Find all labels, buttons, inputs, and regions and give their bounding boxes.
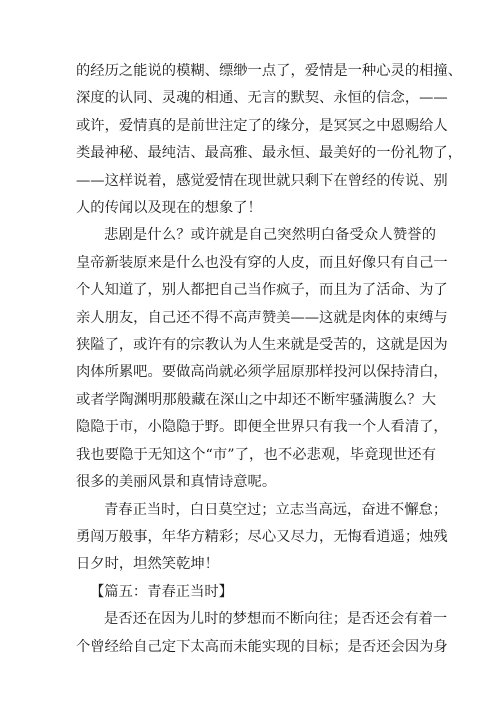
paragraph	[76, 222, 448, 496]
text-line: 隐隐于市，小隐隐于野。即便全世界只有我一个人看清了，	[76, 419, 448, 436]
text-line: 是否还在因为儿时的梦想而不断向往；是否还会有着一	[104, 611, 448, 628]
text-line: 【篇五：青春正当时】	[90, 583, 233, 600]
text-line: 日夕时，坦然笑乾坤！	[76, 556, 219, 573]
text-line: 很多的美丽风景和真情诗意呢。	[76, 474, 277, 491]
text-line: 狭隘了，或许有的宗教认为人生来就是受苦的，这就是因为	[76, 337, 448, 354]
section-heading	[76, 579, 436, 606]
text-line: 的经历之能说的模糊、缥缈一点了，爱情是一种心灵的相撞、	[76, 63, 463, 79]
text-line: 勇闯万般事，年华方精彩；尽心又尽力，无悔看逍遥；烛残	[76, 528, 448, 545]
text-line: 皇帝新装原来是什么也没有穿的人皮，而且好像只有自己一	[76, 254, 448, 271]
text-line: 亲人朋友，自己还不得不高声赞美——这就是肉体的束缚与	[76, 309, 448, 326]
text-line: 悲剧是什么？或许就是自己突然明白备受众人赞誉的	[104, 227, 436, 244]
text-line: ——这样说着，感觉爱情在现世就只剩下在曾经的传说、别	[76, 172, 448, 189]
text-line: 个曾经给自己定下太高而未能实现的目标；是否还会因为身	[76, 638, 448, 655]
text-line: 人的传闻以及现在的想象了！	[76, 200, 262, 217]
text-line: 或者学陶渊明那般藏在深山之中却还不断牢骚满腹么？大	[76, 391, 436, 408]
paragraph	[76, 606, 448, 661]
text-line: 青春正当时，白日莫空过；立志当高远，奋进不懈怠；	[104, 501, 448, 518]
paragraph	[76, 497, 448, 579]
text-line: 类最神秘、最纯洁、最高雅、最永恒、最美好的一份礼物了，	[76, 145, 463, 162]
text-line: 深度的认同、灵魂的相通、无言的默契、永恒的信念，——	[76, 90, 448, 107]
text-line: 个人知道了，别人都把自己当作疯子，而且为了活命、为了	[76, 282, 448, 299]
text-line: 或许，爱情真的是前世注定了的缘分，是冥冥之中恩赐给人	[76, 117, 448, 134]
document-body	[76, 58, 463, 661]
text-line: 我也要隐于无知这个“市”了，也不必悲观，毕竟现世还有	[76, 446, 436, 463]
text-line: 肉体所累吧。要做高尚就必须学屈原那样投河以保持清白，	[76, 364, 448, 381]
paragraph	[76, 58, 463, 222]
